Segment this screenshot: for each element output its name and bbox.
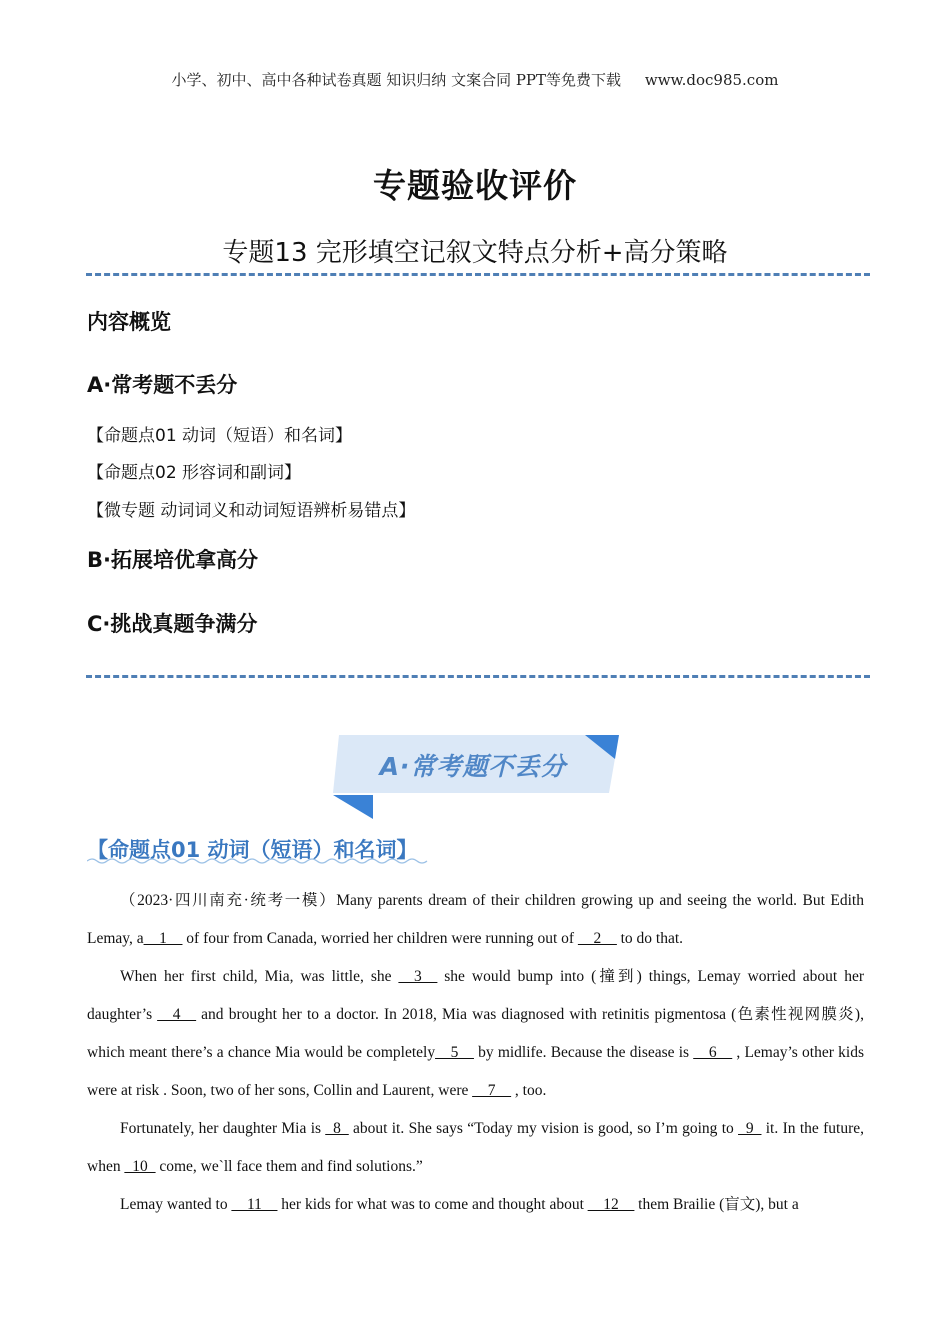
blank-1: __1__ [143, 930, 183, 947]
blank-12: __12__ [587, 1196, 635, 1213]
blank-10: _10_ [124, 1158, 156, 1175]
blank-8: _8_ [325, 1120, 349, 1137]
overview-section-b: B·拓展培优拿高分 [87, 548, 258, 572]
passage-paragraph: When her first child, Mia, was little, she __3__ she would bump into (撞到) things, Lemay worried about her daughter’s __4__ and brought her to a doctor. In 2018, Mia was diagnosed with retinitis pigmentosa (色素性视网膜炎), which meant there’s a chance Mia would be completely__5__ by midlife. Because the disease is __6__ , Lemay’s other kids were at risk . Soon, two of her sons, Collin and Laurent, were __7__ , too. [87, 968, 864, 1099]
blank-7: __7__ [472, 1082, 512, 1099]
dashed-divider [86, 273, 870, 276]
passage-paragraph: （2023·四川南充·统考一模）Many parents dream of their children growing up and seeing the world. But Edith Lemay, a__1__ of four from Canada, worried her children were running out of __2__ to do that. [87, 892, 864, 947]
overview-item: 【命题点01 动词（短语）和名词】 [87, 426, 353, 446]
overview-item: 【微专题 动词词义和动词短语辨析易错点】 [87, 501, 416, 521]
blank-3: __3__ [398, 968, 438, 985]
page-header: 小学、初中、高中各种试卷真题 知识归纳 文案合同 PPT等免费下载 www.doc985.com [171, 71, 779, 89]
overview-heading: 内容概览 [87, 310, 171, 334]
topic-title: 【命题点01 动词（短语）和名词】 [87, 838, 418, 862]
blank-2: __2__ [577, 930, 617, 947]
banner-label: A·常考题不丢分 [379, 752, 567, 781]
overview-item: 【命题点02 形容词和副词】 [87, 463, 302, 483]
passage-paragraph: Fortunately, her daughter Mia is _8_ about it. She says “Today my vision is good, so I’m going to _9_ it. In the future, when _10_ come, we`ll face them and find solutions.” [87, 1120, 864, 1175]
document-title: 专题验收评价 [373, 166, 577, 205]
blank-6: __6__ [693, 1044, 733, 1061]
blank-4: __4__ [157, 1006, 197, 1023]
document-subtitle: 专题13 完形填空记叙文特点分析+高分策略 [222, 238, 728, 268]
blank-9: _9_ [738, 1120, 762, 1137]
dashed-divider [86, 675, 870, 678]
cloze-passage [87, 882, 864, 1224]
overview-section-c: C·挑战真题争满分 [87, 612, 258, 636]
passage-paragraph: Lemay wanted to __11__ her kids for what was to come and thought about __12__ them Brailie (盲文), but a [120, 1196, 799, 1213]
blank-11: __11__ [231, 1196, 278, 1213]
wavy-underline [87, 857, 432, 865]
overview-section-a: A·常考题不丢分 [87, 373, 238, 397]
blank-5: __5__ [435, 1044, 474, 1061]
section-banner [333, 733, 623, 823]
